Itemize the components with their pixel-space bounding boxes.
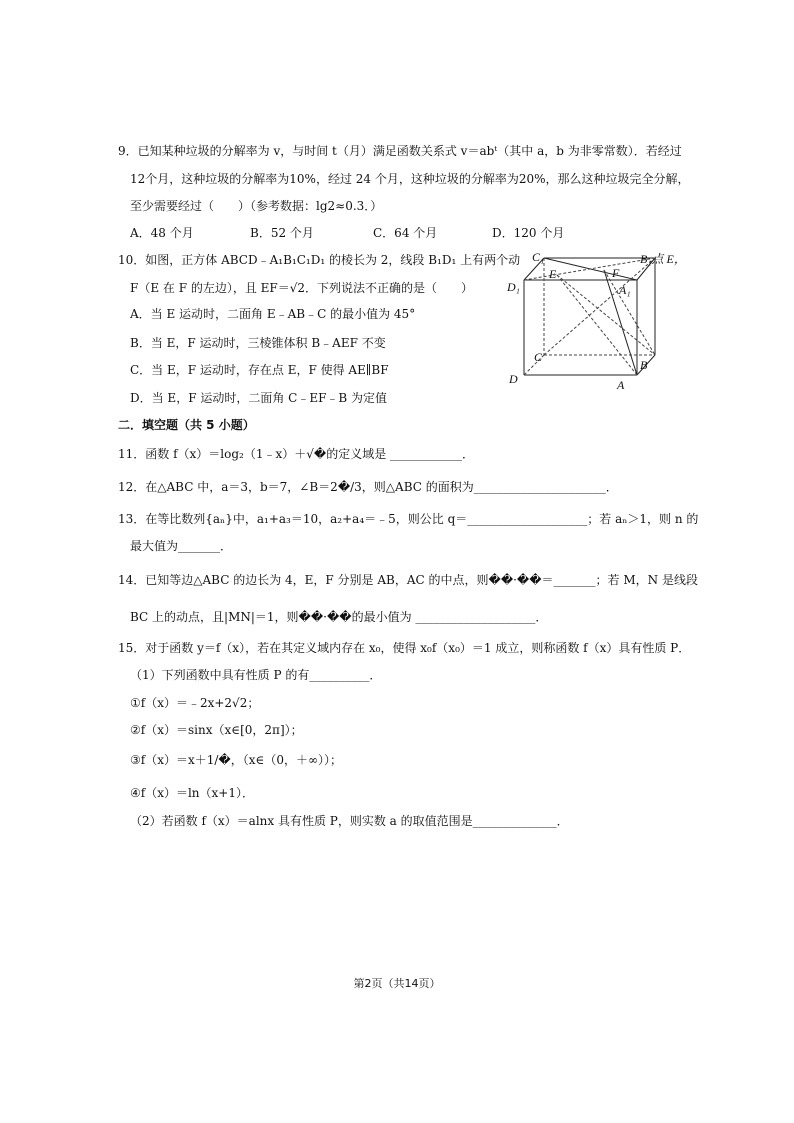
label-b1: B₁点 E， [640, 252, 686, 266]
q15-item-3: ③f（x）＝x＋1/�，（x∈（0，＋∞））； [130, 753, 342, 767]
label-c: C [534, 350, 543, 364]
q10-option-a: A．当 E 运动时，二面角 E﹣AB﹣C 的最小值为 45° [130, 307, 416, 321]
q10-option-b: B．当 E，F 运动时，三棱锥体积 B﹣AEF 不变 [130, 336, 386, 350]
q9-line1: 9．已知某种垃圾的分解率为 v，与时间 t（月）满足函数关系式 v＝abᵗ（其中 a，b 为非零常数）．若经过 [118, 144, 682, 158]
q10-line1: 10．如图，正方体 ABCD﹣A₁B₁C₁D₁ 的棱长为 2，线段 B₁D₁ 上有两个动 [118, 253, 521, 267]
diag-cb1-hidden [544, 258, 655, 355]
q9-line3: 至少需要经过（ ）（参考数据：lg2≈0.3．） [130, 199, 383, 213]
q15-line3: （2）若函数 f（x）＝alnx 具有性质 P，则实数 a 的取值范围是______________． [130, 814, 569, 828]
seg-eb-hidden [557, 275, 655, 355]
q10-option-d: D．当 E，F 运动时，二面角 C﹣EF﹣B 为定值 [130, 391, 388, 405]
q15-item-4: ④f（x）＝ln（x+1）． [130, 786, 254, 800]
q10-option-c: C．当 E，F 运动时，存在点 E，F 使得 AE∥BF [130, 363, 389, 377]
label-b: B [640, 358, 648, 372]
q15-line2: （1）下列函数中具有性质 P 的有__________． [130, 668, 382, 682]
q9-option-c: C．64 个月 [373, 226, 438, 240]
q9-option-a: A．48 个月 [130, 226, 194, 240]
q13-line1: 13．在等比数列{aₙ}中，a₁+a₃＝10，a₂+a₄＝﹣5，则公比 q＝____________________；若 aₙ＞1，则 n 的 [118, 512, 699, 526]
q14-line2: BC 上的动点，且|MN|＝1，则��·��的最小值为 ____________________． [130, 610, 548, 624]
q15-item-2: ②f（x）＝sinx（x∈[0，2π]）； [130, 723, 303, 737]
q14-line1: 14．已知等边△ABC 的边长为 4，E，F 分别是 AB，AC 的中点，则��·��＝_______；若 M，N 是线段 [118, 573, 698, 587]
cube-figure [500, 250, 700, 395]
q9-option-d: D．120 个月 [492, 226, 565, 240]
q15-line1: 15．对于函数 y＝f（x），若在其定义域内存在 x₀，使得 x₀f（x₀）＝1 成立，则称函数 f（x）具有性质 P． [118, 641, 691, 655]
label-c1: C₁ [532, 250, 545, 264]
q10-line2: F（E 在 F 的左边），且 EF＝√2．下列说法不正确的是（ ） [130, 281, 474, 295]
q9-option-b: B．52 个月 [250, 226, 314, 240]
label-f: F [612, 266, 620, 280]
label-a: A [617, 378, 625, 392]
q13-line2: 最大值为_______． [130, 539, 233, 553]
page-footer: 第2页（共14页） [353, 977, 441, 990]
q15-item-1: ①f（x）＝﹣2x+2√2； [130, 696, 260, 710]
q12: 12．在△ABC 中，a＝3，b＝7，∠B＝2�/3，则△ABC 的面积为______________________． [118, 480, 618, 494]
section-title: 二．填空题（共 5 小题） [118, 418, 255, 432]
label-e: E [549, 267, 557, 281]
q9-line2: 12个月，这种垃圾的分解率为10%，经过 24 个月，这种垃圾的分解率为20%，那么这种垃圾完全分解， [130, 172, 690, 186]
q11: 11．函数 f（x）＝log₂（1﹣x）＋√�的定义域是 ____________． [118, 447, 475, 461]
label-d1: D₁ [507, 280, 520, 294]
label-a1: A₁ [619, 283, 631, 297]
label-d: D [509, 372, 518, 386]
